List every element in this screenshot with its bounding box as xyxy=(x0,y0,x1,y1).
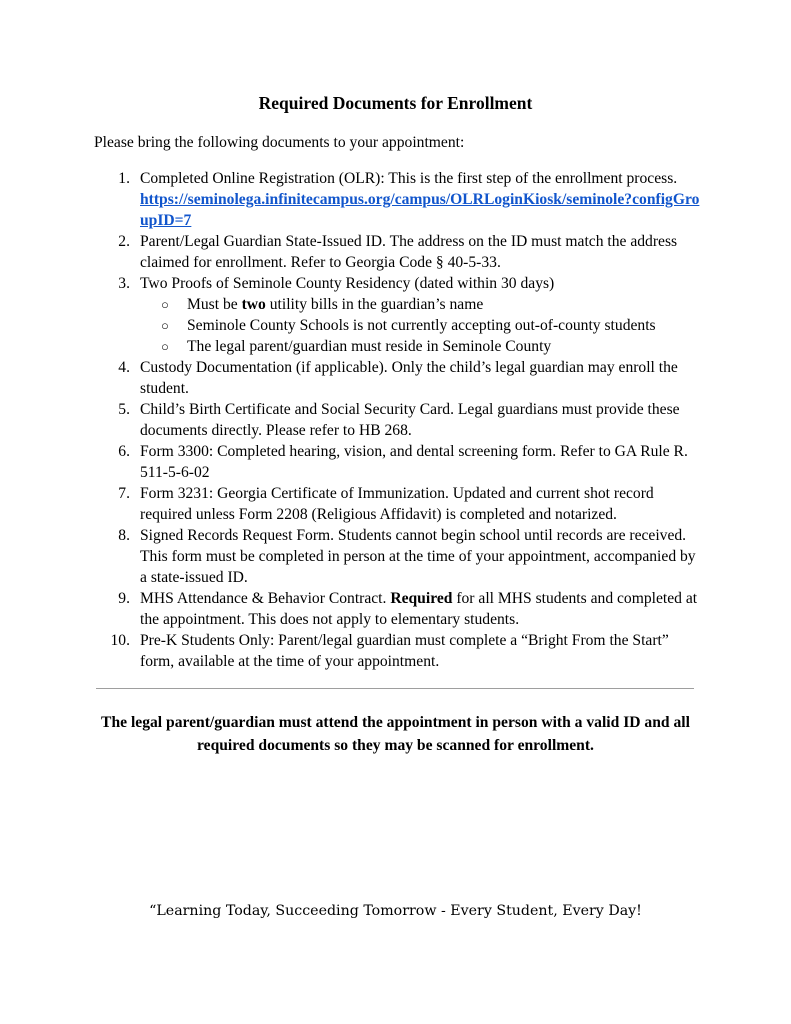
sub-list-item xyxy=(140,315,700,336)
sub-item-text: Seminole County Schools is not currently accepting out-of-county students xyxy=(187,317,656,334)
list-item-text: MHS Attendance & Behavior Contract. xyxy=(140,590,391,607)
list-number: 2. xyxy=(118,233,130,250)
circle-bullet-icon: ○ xyxy=(161,339,169,354)
circle-bullet-icon: ○ xyxy=(161,297,169,312)
list-item xyxy=(0,168,700,231)
list-item-emphasis: Required xyxy=(390,590,453,607)
list-item xyxy=(0,231,700,273)
list-item-text: for all MHS students and completed at the appointment. This does not apply to elementary students. xyxy=(140,590,698,628)
list-item-text: Two Proofs of Seminole County Residency (dated within 30 days) xyxy=(140,275,555,292)
list-number: 9. xyxy=(118,590,130,607)
circle-bullet-icon: ○ xyxy=(161,318,169,333)
list-item-text: Completed Online Registration (OLR): This is the first step of the enrollment process. xyxy=(140,170,678,187)
list-item xyxy=(0,483,700,525)
list-item xyxy=(0,399,700,441)
residency-sub-list xyxy=(140,294,700,357)
list-item-text: Pre-K Students Only: Parent/legal guardian must complete a “Bright From the Start” form, available at the time of your appointment. xyxy=(140,632,669,670)
sub-item-text: utility bills in the guardian’s name xyxy=(265,296,484,313)
list-number: 5. xyxy=(118,401,130,418)
list-number: 6. xyxy=(118,443,130,460)
list-item xyxy=(0,357,700,399)
list-number: 10. xyxy=(110,632,130,649)
attendance-notice: The legal parent/guardian must attend the appointment in person with a valid ID and all required documents so they may be scanned for enrollment. xyxy=(101,714,690,754)
sub-list-item xyxy=(140,294,700,315)
sub-item-text: Must be xyxy=(187,296,242,313)
list-number: 1. xyxy=(118,170,130,187)
list-item xyxy=(0,588,700,630)
registration-link[interactable]: https://seminolega.infinitecampus.org/campus/OLRLoginKiosk/seminole?configGroupID=7 xyxy=(140,191,700,229)
list-item xyxy=(0,525,700,588)
list-item-text: Form 3300: Completed hearing, vision, and dental screening form. Refer to GA Rule R. 511-5-6-02 xyxy=(140,443,688,481)
list-item-text: Child’s Birth Certificate and Social Security Card. Legal guardians must provide these documents directly. Please refer to HB 268. xyxy=(140,401,680,439)
list-item-text: Signed Records Request Form. Students cannot begin school until records are received. This form must be completed in person at the time of your appointment, accompanied by a state-issued ID. xyxy=(140,527,696,586)
list-item xyxy=(0,441,700,483)
list-item xyxy=(0,273,700,357)
list-item-text: Custody Documentation (if applicable). Only the child’s legal guardian may enroll the student. xyxy=(140,359,678,397)
list-item-text: Form 3231: Georgia Certificate of Immunization. Updated and current shot record required unless Form 2208 (Religious Affidavit) is completed and notarized. xyxy=(140,485,654,523)
list-item xyxy=(0,630,700,672)
sub-item-text: The legal parent/guardian must reside in Seminole County xyxy=(187,338,552,355)
documents-list xyxy=(0,168,791,672)
horizontal-divider xyxy=(96,688,694,689)
sub-list-item xyxy=(140,336,700,357)
list-number: 3. xyxy=(118,275,130,292)
sub-item-emphasis: two xyxy=(241,296,266,313)
intro-text: Please bring the following documents to your appointment: xyxy=(94,134,465,151)
list-number: 7. xyxy=(118,485,130,502)
page-title: Required Documents for Enrollment xyxy=(258,93,533,113)
list-number: 4. xyxy=(118,359,130,376)
list-item-text: Parent/Legal Guardian State-Issued ID. The address on the ID must match the address claimed for enrollment. Refer to Georgia Code § 40-5-33. xyxy=(140,233,678,271)
list-number: 8. xyxy=(118,527,130,544)
school-motto: “Learning Today, Succeeding Tomorrow - Every Student, Every Day! xyxy=(149,903,642,919)
